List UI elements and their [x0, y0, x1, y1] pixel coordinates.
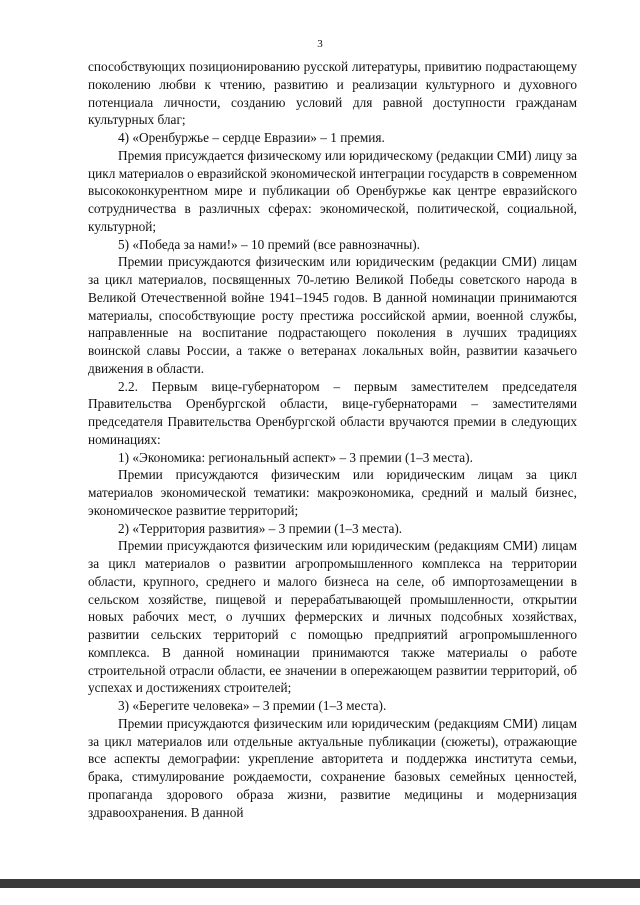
paragraph: способствующих позиционированию русской литературы, привитию подрастающему поколению любви к чтению, развитию и реализации культурного и духовного потенциала личности, созданию условий для равной доступности гражданам культурных благ; [88, 59, 577, 128]
paragraph: Премии присуждаются физическим или юридическим (редакциям СМИ) лицам за цикл материалов или отдельные актуальные публикации (сюжеты), отражающие все аспекты демографии: укрепление авторитета и поддержка института семьи, брака, стимулирование рождаемости, сохранение базовых семейных ценностей, пропаганда здорового образа жизни, развитие медицины и модернизация здравоохранения. В данной [88, 715, 577, 820]
paragraph: Премии присуждаются физическим или юридическим лицам за цикл материалов экономической тематики: макроэкономика, средний и малый бизнес, экономическое развитие территорий; [88, 467, 577, 518]
nomination-heading: 2) «Территория развития» – 3 премии (1–3 места). [118, 520, 403, 536]
page-number: 3 [317, 38, 323, 50]
nomination-heading: 4) «Оренбуржье – сердце Евразии» – 1 премия. [118, 130, 385, 145]
section-paragraph: 2.2. Первым вице-губернатором – первым заместителем председателя Правительства Оренбургской области, вице-губернаторами – заместителями председателя Правительства Оренбургской области вручаются премии в следующих номинациях: [88, 378, 577, 447]
nomination-heading: 5) «Победа за нами!» – 10 премий (все равнозначны). [118, 236, 421, 252]
document-body [88, 58, 577, 821]
scan-edge-bar [0, 879, 640, 888]
nomination-heading: 3) «Берегите человека» – 3 премии (1–3 места). [118, 698, 387, 713]
nomination-heading: 1) «Экономика: региональный аспект» – 3 премии (1–3 места). [118, 449, 473, 465]
paragraph: Премия присуждается физическому или юридическому (редакции СМИ) лицу за цикл материалов о евразийской экономической интеграции государств в современном высококонкурентном мире и публикации об Оренбуржье как центре евразийского сотрудничества в различных сферах: экономической, политической, социальной, культурной; [88, 147, 577, 234]
paragraph: Премии присуждаются физическим или юридическим (редакции СМИ) лицам за цикл материалов, посвященных 70-летию Великой Победы советского народа в Великой Отечественной войне 1941–1945 годов. В данной номинации принимаются материалы, способствующие росту престижа российской армии, военной службы, направленные на воспитание подрастающего поколения в лучших традициях воинской славы России, а также о ветеранах локальных войн, развитии казачьего движения в области. [88, 254, 577, 376]
paragraph: Премии присуждаются физическим или юридическим (редакциям СМИ) лицам за цикл материалов о развитии агропромышленного комплекса на территории области, крупного, среднего и малого бизнеса на селе, об импортозамещении в сельском хозяйстве, пищевой и перерабатывающей промышленности, открытии новых рабочих мест, о лучших фермерских и личных подсобных хозяйствах, развитии сельских территорий с помощью предприятий агропромышленного комплекса. В данной номинации принимаются также материалы о работе строительной отрасли области, ее значении в опережающем развитии территорий, об успехах и достижениях строителей; [88, 538, 577, 696]
